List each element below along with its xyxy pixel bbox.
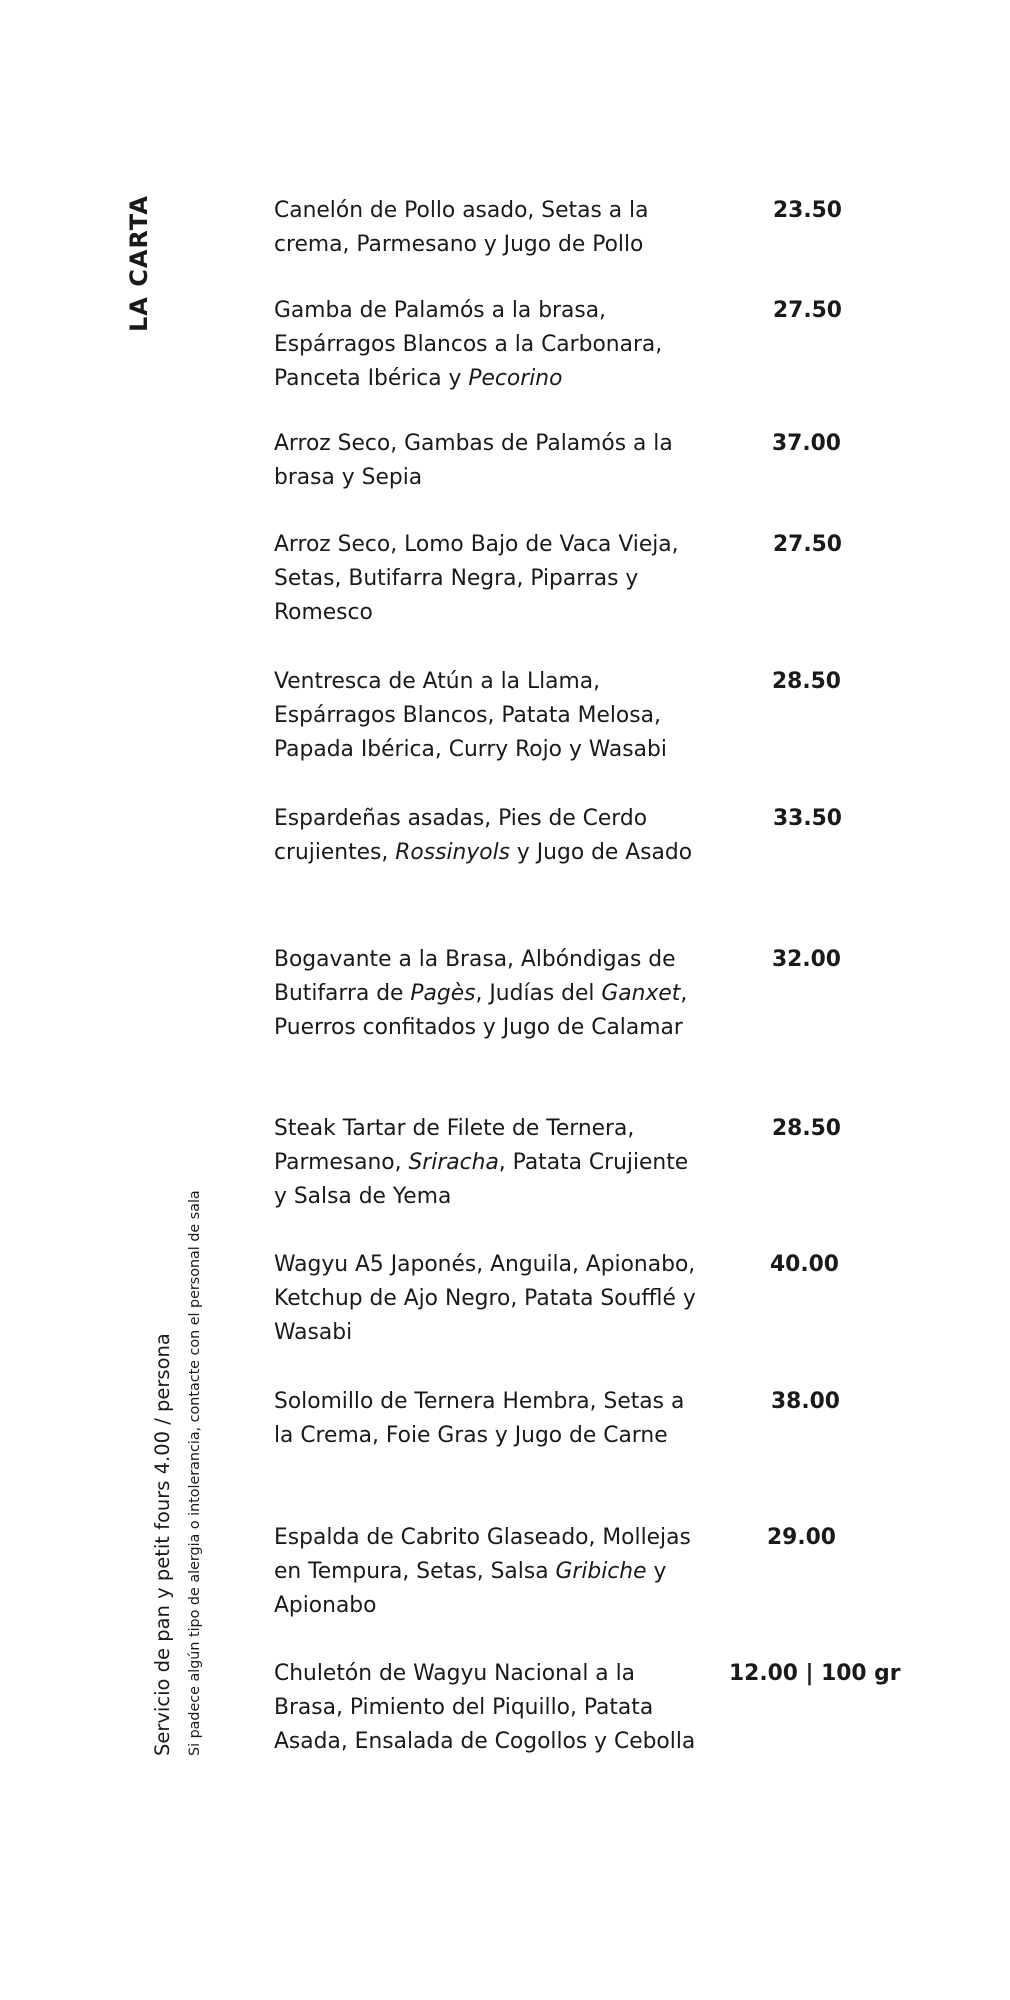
dish-name-part: y Apionabo: [274, 1559, 667, 1618]
dish-name: [274, 1521, 704, 1623]
dish-name-italic-part: Sriracha: [408, 1150, 499, 1175]
dish-price: 23.50: [773, 198, 842, 223]
dish-name-part: Steak Tartar de Filete de Ternera, Parmesano,: [274, 1116, 635, 1175]
dish-name: [274, 665, 704, 767]
bread-service-note: Servicio de pan y petit fours 4.00 / persona: [151, 1333, 174, 1756]
dish-price: 40.00: [770, 1252, 839, 1277]
dish-name-part: Arroz Seco, Lomo Bajo de Vaca Vieja, Setas, Butifarra Negra, Piparras y Romesco: [274, 532, 679, 625]
menu-title: LA CARTA: [125, 195, 153, 332]
dish-name-part: Ventresca de Atún a la Llama, Espárragos Blancos, Patata Melosa, Papada Ibérica, Curry Rojo y Wasabi: [274, 669, 667, 762]
dish-name: [274, 194, 704, 262]
dish-price: 33.50: [773, 806, 842, 831]
dish-name: [274, 1112, 704, 1214]
dish-name-part: , Judías del: [475, 981, 602, 1006]
dish-price: 29.00: [767, 1525, 836, 1550]
dish-name-part: Solomillo de Ternera Hembra, Setas a la Crema, Foie Gras y Jugo de Carne: [274, 1389, 685, 1448]
dish-name: [274, 528, 704, 630]
dish-name: [274, 1385, 704, 1453]
dish-name-part: Espardeñas asadas, Pies de Cerdo crujientes,: [274, 806, 648, 865]
dish-name: [274, 943, 704, 1045]
dish-name: [274, 1657, 704, 1759]
allergy-note: Si padece algún tipo de alergia o intolerancia, contacte con el personal de sala: [187, 1190, 203, 1756]
dish-name-part: y Jugo de Asado: [510, 840, 693, 865]
dish-name-italic-part: Pagès: [410, 981, 476, 1006]
dish-price: 27.50: [773, 298, 842, 323]
dish-name-part: Espalda de Cabrito Glaseado, Mollejas en Tempura, Setas, Salsa: [274, 1525, 691, 1584]
dish-price: 28.50: [772, 669, 841, 694]
dish-price: 12.00 | 100 gr: [729, 1661, 901, 1686]
dish-name-part: Wagyu A5 Japonés, Anguila, Apionabo, Ketchup de Ajo Negro, Patata Soufflé y Wasabi: [274, 1252, 696, 1345]
dish-name-italic-part: Ganxet: [601, 981, 681, 1006]
dish-name-part: Bogavante a la Brasa, Albóndigas de Butifarra de: [274, 947, 676, 1006]
dish-name: [274, 1248, 704, 1350]
dish-name-part: Gamba de Palamós a la brasa, Espárragos Blancos a la Carbonara, Panceta Ibérica y: [274, 298, 663, 391]
dish-price: 38.00: [771, 1389, 840, 1414]
dish-name-part: Chuletón de Wagyu Nacional a la Brasa, Pimiento del Piquillo, Patata Asada, Ensalada de Cogollos y Cebolla: [274, 1661, 696, 1754]
dish-name: [274, 427, 704, 495]
dish-name-italic-part: Pecorino: [468, 366, 563, 391]
dish-price: 28.50: [772, 1116, 841, 1141]
dish-name-part: , Puerros confitados y Jugo de Calamar: [274, 981, 688, 1040]
dish-name-italic-part: Rossinyols: [395, 840, 510, 865]
dish-name-italic-part: Gribiche: [555, 1559, 647, 1584]
dish-price: 27.50: [773, 532, 842, 557]
dish-price: 37.00: [772, 431, 841, 456]
dish-name-part: Arroz Seco, Gambas de Palamós a la brasa y Sepia: [274, 431, 673, 490]
dish-name: [274, 802, 704, 870]
dish-name-part: Canelón de Pollo asado, Setas a la crema, Parmesano y Jugo de Pollo: [274, 198, 649, 257]
dish-name: [274, 294, 704, 396]
dish-price: 32.00: [772, 947, 841, 972]
dish-name-part: , Patata Crujiente y Salsa de Yema: [274, 1150, 689, 1209]
